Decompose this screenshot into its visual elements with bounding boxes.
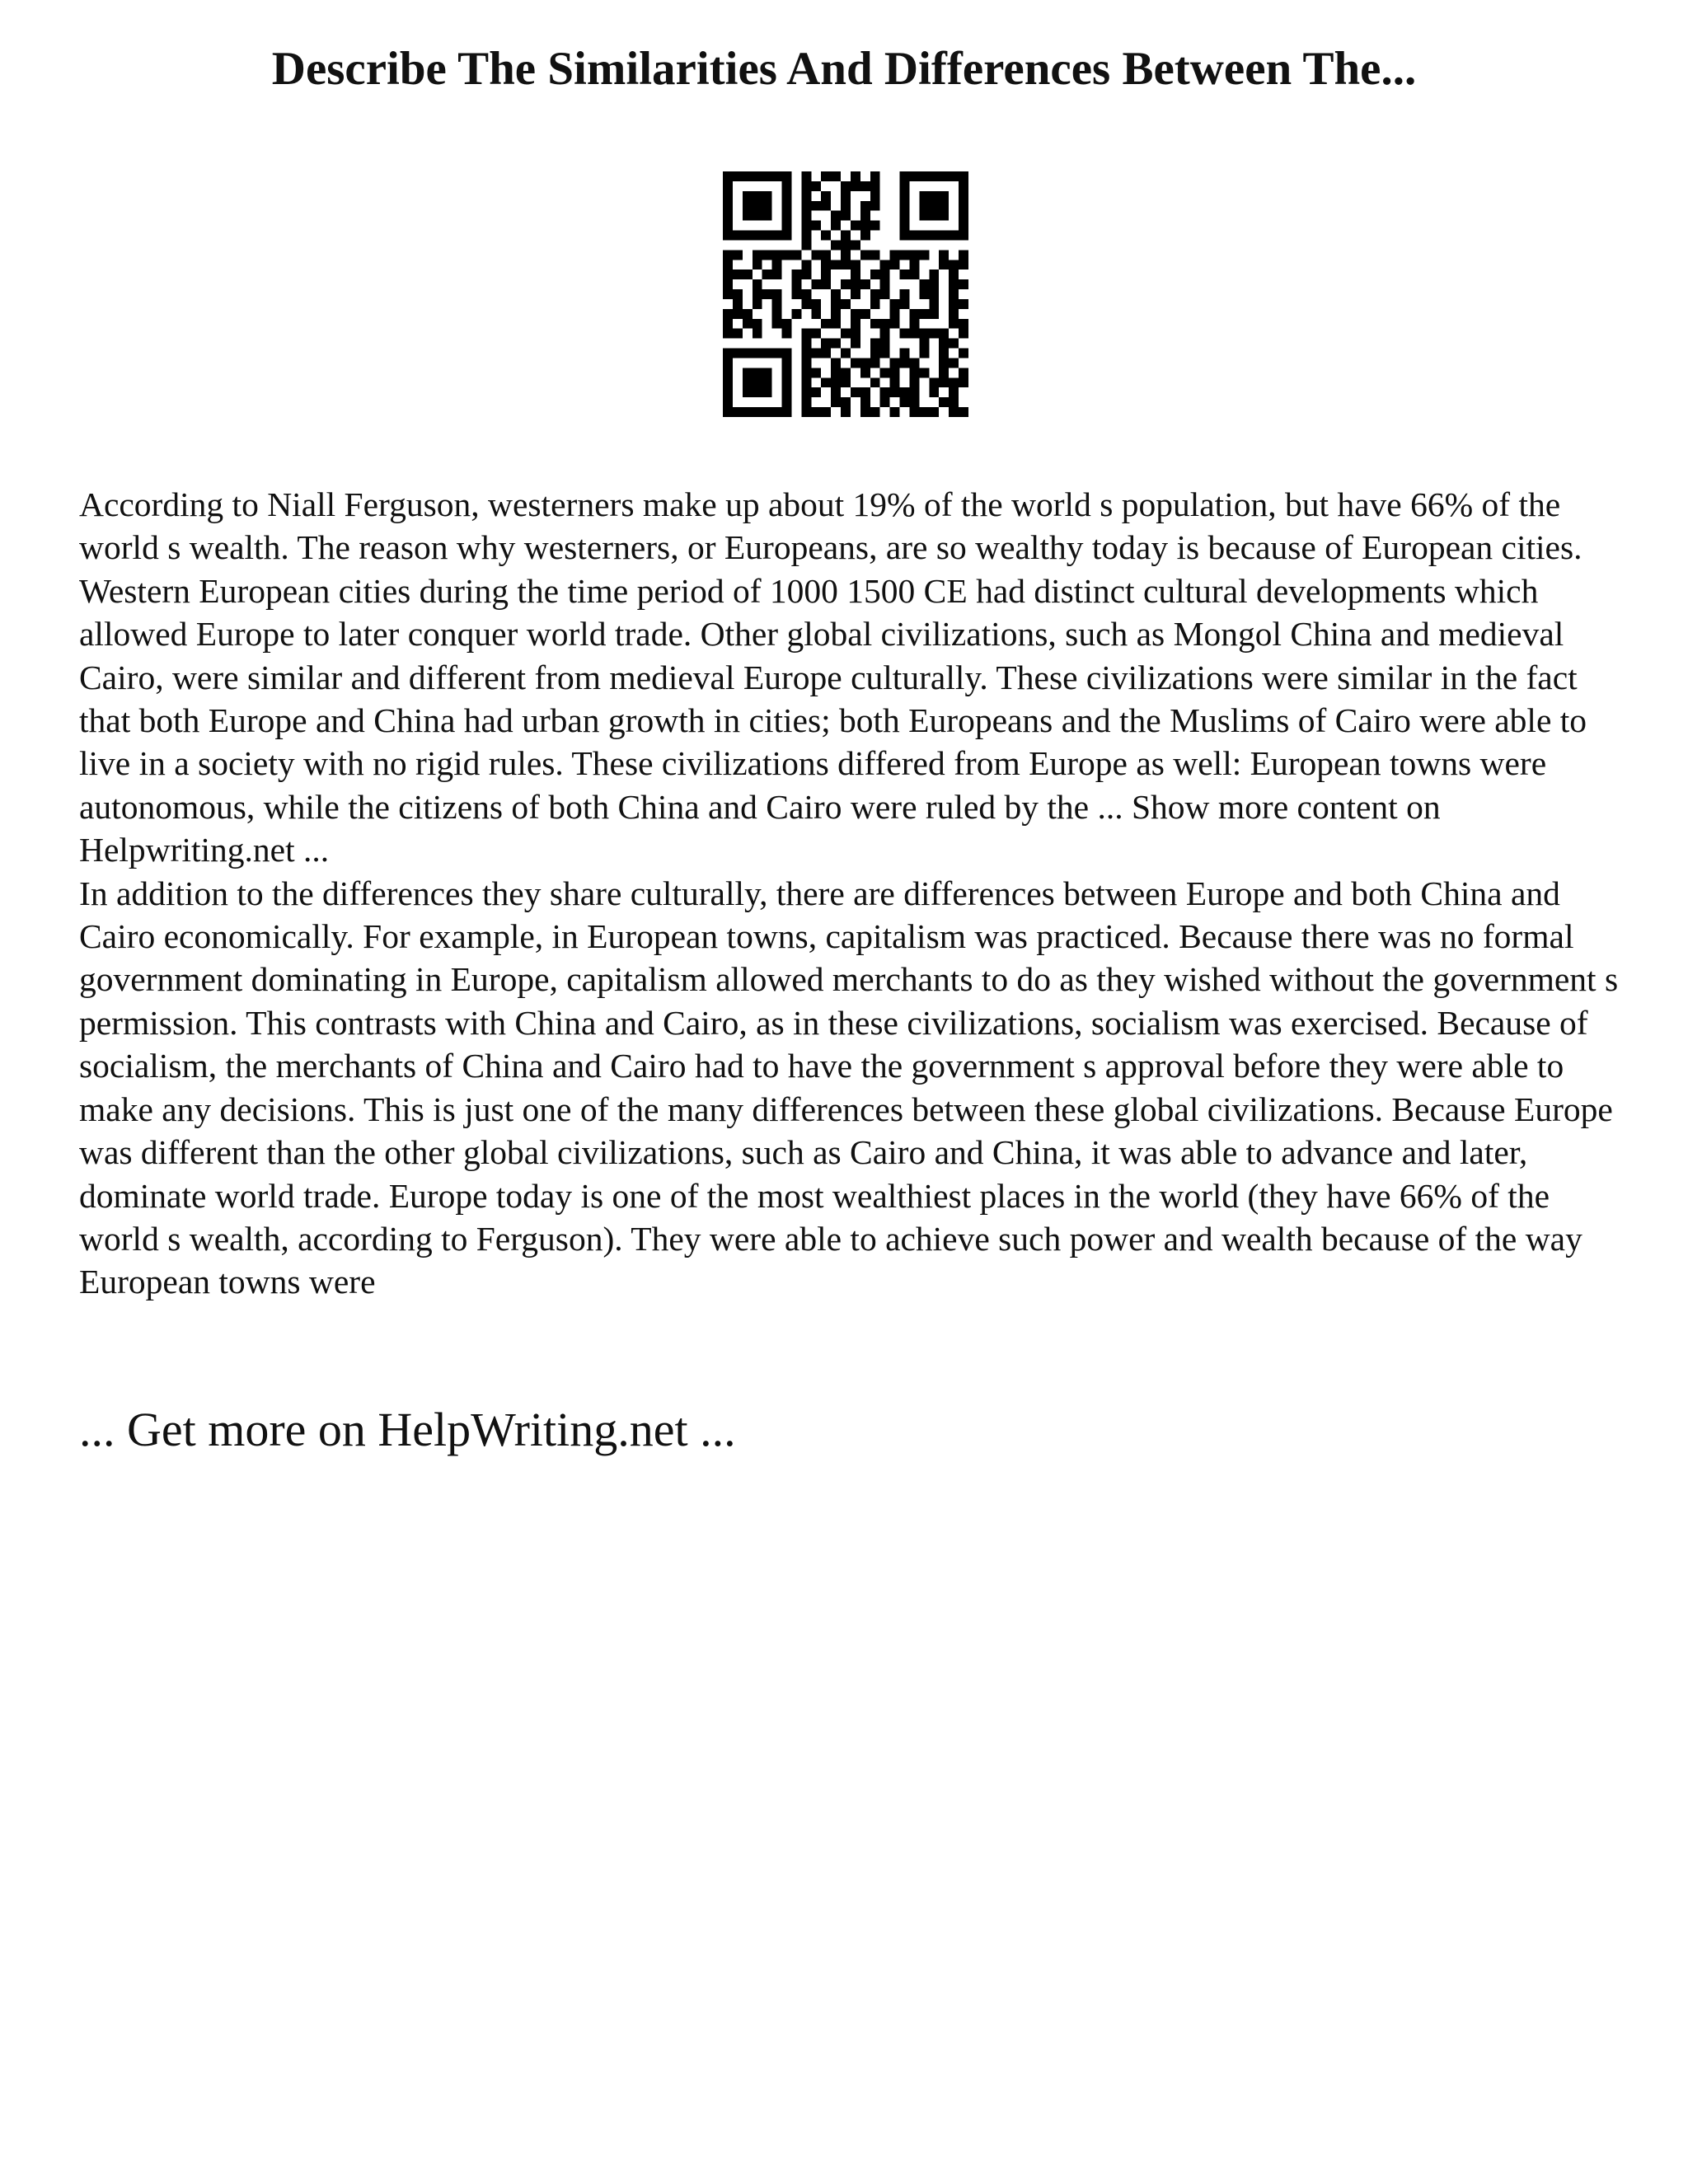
- document-title: Describe The Similarities And Differences Between The...: [271, 43, 1417, 95]
- qr-code-graphic: [723, 171, 968, 417]
- get-more-link[interactable]: ... Get more on HelpWriting.net ...: [79, 1403, 736, 1456]
- qr-code-icon[interactable]: [723, 171, 968, 417]
- article-body: [79, 483, 1629, 1304]
- paragraph-2: In addition to the differences they share culturally, there are differences between Europe and both China and Cairo economically. For example, in European towns, capitalism was practiced. Because there was no formal government dominating in Europe, capitalism allowed merchants to do as they wished without the government s permission. This contrasts with China and Cairo, as in these civilizations, socialism was exercised. Because of socialism, the merchants of China and Cairo had to have the government s approval before they were able to make any decisions. This is just one of the many differences between these global civilizations. Because Europe was different than the other global civilizations, such as Cairo and China, it was able to advance and later, dominate world trade. Europe today is one of the most wealthiest places in the world (they have 66% of the world s wealth, according to Ferguson). They were able to achieve such power and wealth because of the way European towns were: [79, 874, 1619, 1301]
- paragraph-1: According to Niall Ferguson, westerners make up about 19% of the world s population, but have 66% of the world s wealth. The reason why westerners, or Europeans, are so wealthy today is because of European cities. Western European cities during the time period of 1000 1500 CE had distinct cultural developments which allowed Europe to later conquer world trade. Other global civilizations, such as Mongol China and medieval Cairo, were similar and different from medieval Europe culturally. These civilizations were similar in the fact that both Europe and China had urban growth in cities; both Europeans and the Muslims of Cairo were able to live in a society with no rigid rules. These civilizations differed from Europe as well: European towns were autonomous, while the citizens of both China and Cairo were ruled by the ... Show more content on Helpwriting.net ...: [79, 485, 1587, 869]
